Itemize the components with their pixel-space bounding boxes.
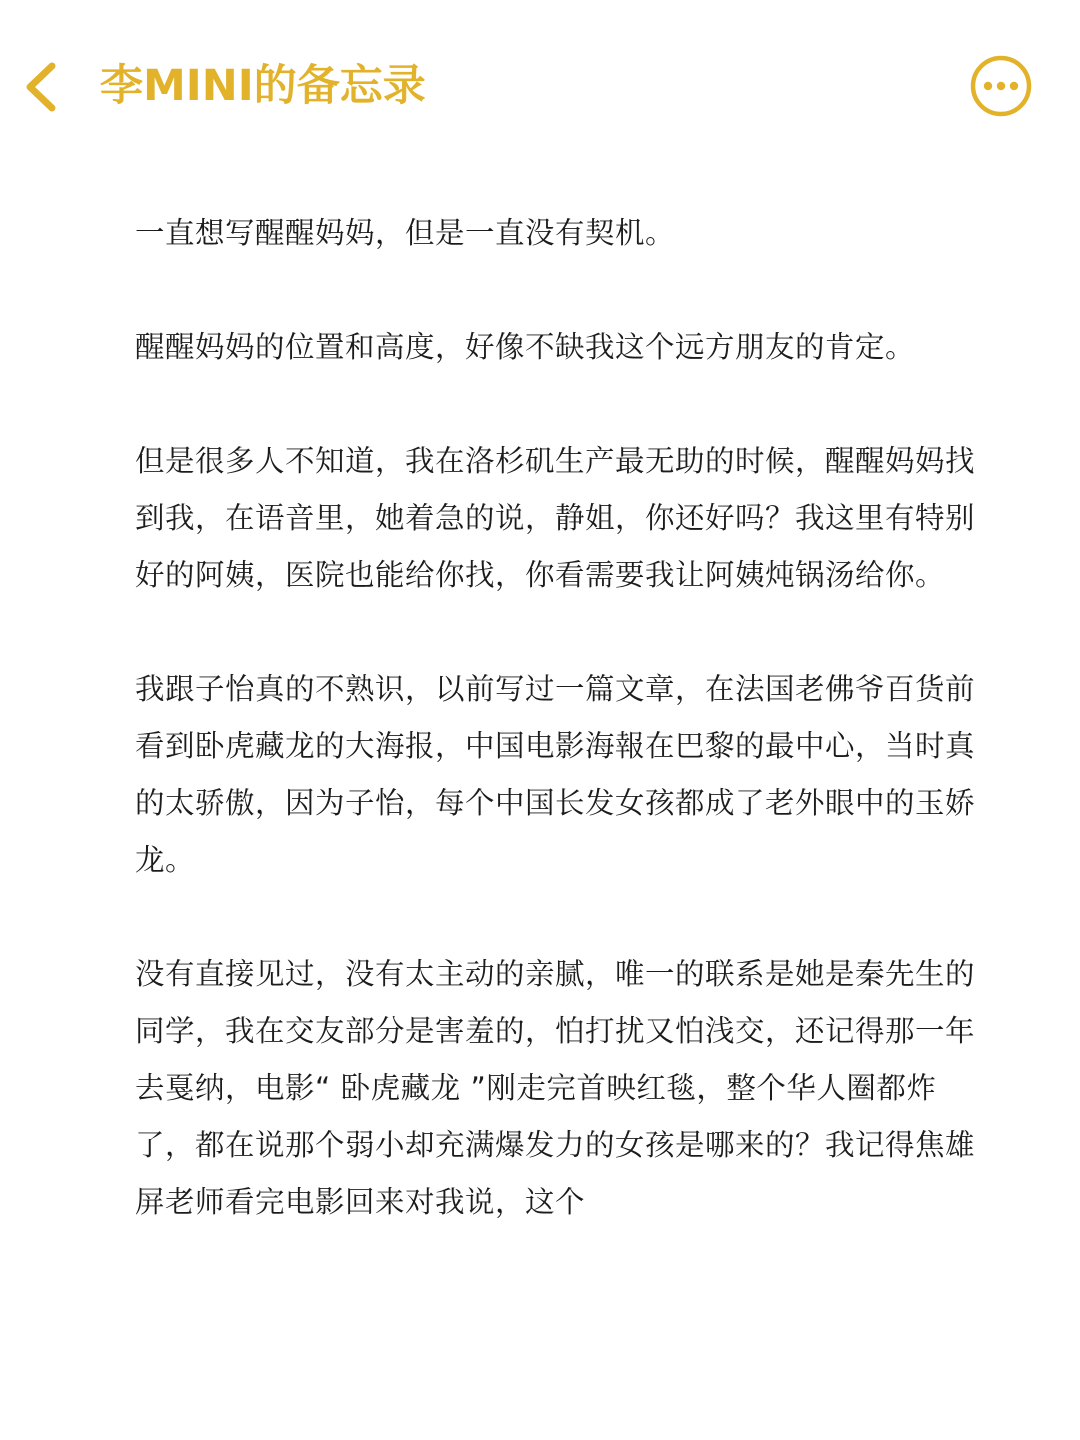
note-body: [135, 205, 975, 1231]
note-paragraph: 没有直接见过，没有太主动的亲腻，唯一的联系是她是秦先生的同学，我在交友部分是害羞的，怕打扰又怕浅交，还记得那一年去戛纳，电影“ 卧虎藏龙 ”刚走完首映红毯，整个华人圈都炸了，都在说那个弱小却充满爆发力的女孩是哪来的？我记得焦雄屏老师看完电影回来对我说，这个: [135, 957, 976, 1219]
note-paragraph: 一直想写醒醒妈妈，但是一直没有契机。: [135, 216, 676, 250]
chevron-left-icon: [16, 52, 76, 122]
more-button[interactable]: [969, 54, 1033, 118]
note-paragraph: 我跟子怡真的不熟识，以前写过一篇文章，在法国老佛爷百货前看到卧虎藏龙的大海报，中国电影海報在巴黎的最中心，当时真的太骄傲，因为子怡，每个中国长发女孩都成了老外眼中的玉娇龙。: [135, 672, 976, 877]
page-title: 李MINI的备忘录: [100, 61, 426, 111]
back-button[interactable]: [16, 52, 76, 122]
more-horizontal-icon: [969, 54, 1033, 118]
note-paragraph: 但是很多人不知道，我在洛杉矶生产最无助的时候，醒醒妈妈找到我，在语音里，她着急的说，静姐，你还好吗？我这里有特别好的阿姨，医院也能给你找，你看需要我让阿姨炖锅汤给你。: [135, 444, 976, 592]
nav-bar: [0, 0, 1080, 175]
note-paragraph: 醒醒妈妈的位置和高度，好像不缺我这个远方朋友的肯定。: [135, 330, 916, 364]
